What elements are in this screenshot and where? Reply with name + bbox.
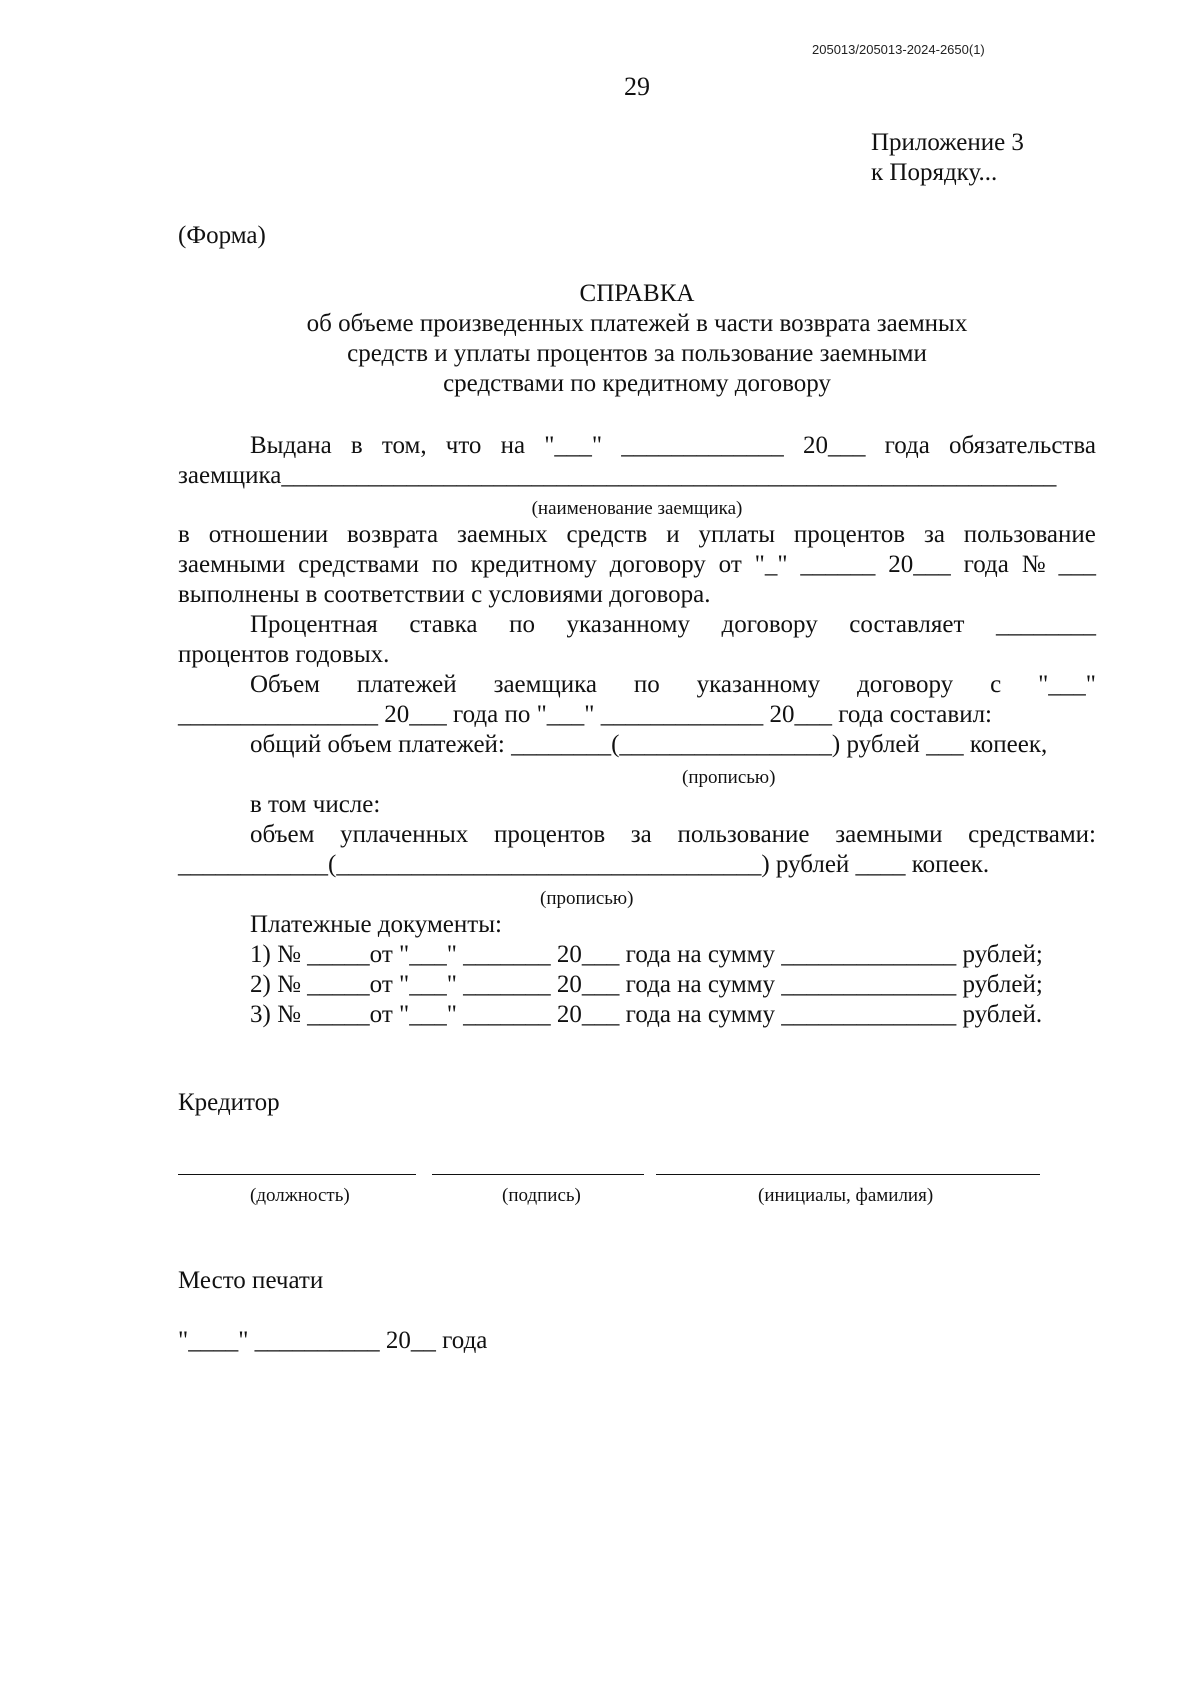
borrower-line: заемщика______________________________________________________________ — [178, 462, 1057, 489]
signature-line — [432, 1174, 644, 1175]
date-line: "____" __________ 20__ года — [178, 1327, 488, 1354]
total-caption: (прописью) — [682, 767, 776, 788]
creditor-label: Кредитор — [178, 1089, 280, 1116]
position-caption: (должность) — [250, 1185, 350, 1206]
contract-line: заемными средствами по кредитному договору от "_" ______ 20___ года № ___ — [178, 551, 1096, 578]
appendix-line-2: к Порядку... — [871, 159, 998, 186]
title-line-2: средств и уплаты процентов за пользование заемными — [347, 340, 927, 367]
issued-line: Выдана в том, что на "___" _____________ 20___ года обязательства — [250, 432, 1096, 459]
relation-line: в отношении возврата заемных средств и уплаты процентов за пользование — [178, 521, 1096, 548]
interest-line: объем уплаченных процентов за пользование заемными средствами: — [250, 821, 1096, 848]
payment-row-1: 1) № _____от "___" _______ 20___ года на сумму ______________ рублей; — [250, 941, 1043, 968]
total-line: общий объем платежей: ________(_________________) рублей ___ копеек, — [250, 731, 1048, 758]
title-line-3: средствами по кредитному договору — [443, 370, 831, 397]
payment-row-3: 3) № _____от "___" _______ 20___ года на сумму ______________ рублей. — [250, 1001, 1043, 1028]
rate-line: Процентная ставка по указанному договору составляет ________ — [250, 611, 1096, 638]
payment-row-2: 2) № _____от "___" _______ 20___ года на сумму ______________ рублей; — [250, 971, 1043, 998]
title-line-1: об объеме произведенных платежей в части возврата заемных — [306, 310, 968, 337]
interest-caption: (прописью) — [540, 888, 634, 909]
volume-line: Объем платежей заемщика по указанному договору с "___" — [250, 671, 1096, 698]
page-number: 29 — [624, 72, 650, 101]
borrower-caption: (наименование заемщика) — [531, 498, 743, 519]
fulfilled-line: выполнены в соответствии с условиями договора. — [178, 581, 711, 608]
document-id: 205013/205013-2024-2650(1) — [812, 42, 985, 57]
period-line: ________________ 20___ года по "___" _____________ 20___ года составил: — [178, 701, 992, 728]
payments-header: Платежные документы: — [250, 911, 502, 938]
signature-caption: (подпись) — [502, 1185, 581, 1206]
form-label: (Форма) — [178, 222, 266, 249]
interest-line-2: ____________(__________________________________) рублей ____ копеек. — [178, 851, 990, 878]
name-signature-line — [656, 1174, 1040, 1175]
name-caption: (инициалы, фамилия) — [758, 1185, 934, 1206]
including-label: в том числе: — [250, 791, 381, 818]
rate-line-2: процентов годовых. — [178, 641, 390, 668]
position-signature-line — [178, 1174, 416, 1175]
title-heading: СПРАВКА — [579, 280, 695, 307]
appendix-line-1: Приложение 3 — [871, 129, 1024, 156]
seal-label: Место печати — [178, 1267, 324, 1294]
